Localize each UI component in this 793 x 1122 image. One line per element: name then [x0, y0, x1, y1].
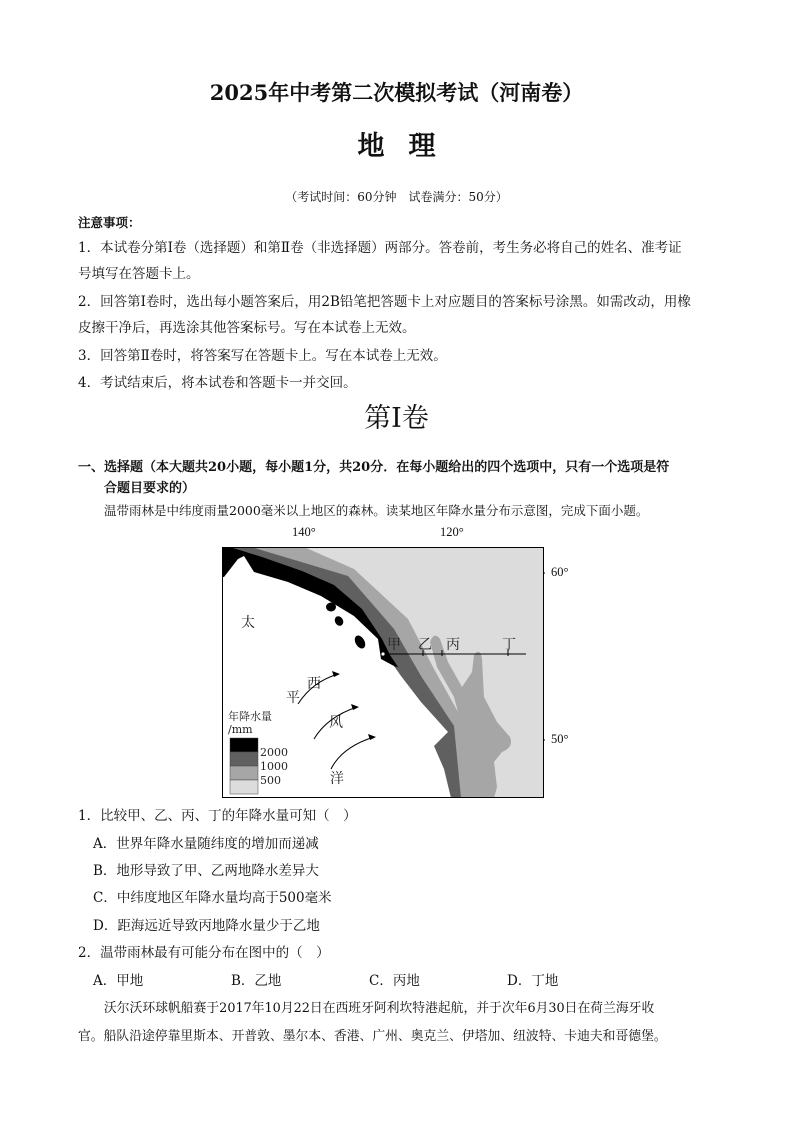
note-line: 2．回答第Ⅰ卷时，选出每小题答案后，用2B铅笔把答题卡上对应题目的答案标号涂黑。如需改动，用橡 [78, 294, 691, 310]
legend-title: 年降水量 [228, 710, 272, 723]
question-option: A．甲地 [93, 973, 144, 989]
note-line: 皮擦干净后，再选涂其他答案标号。写在本试卷上无效。 [78, 320, 416, 336]
place-jia: 甲 [387, 637, 401, 653]
question-option: C．丙地 [369, 973, 420, 989]
ocean-char: 洋 [330, 771, 344, 787]
lat-label: 50° [551, 732, 569, 746]
place-yi: 乙 [418, 637, 432, 653]
section-heading: 一、选择题（本大题共20小题，每小题1分，共20分．在每小题给出的四个选项中，只有一个选项是符 [78, 460, 670, 475]
volume-heading: 第Ⅰ卷 [364, 403, 429, 434]
section-heading-cont: 合题目要求的） [104, 481, 196, 496]
legend-swatch-500 [230, 766, 258, 780]
legend-value: 500 [260, 774, 281, 787]
section-intro: 温带雨林是中纬度雨量2000毫米以上地区的森林。读某地区年降水量分布示意图，完成下面小题。 [104, 503, 649, 518]
question-option: C．中纬度地区年降水量均高于500毫米 [93, 890, 332, 906]
note-line: 4．考试结束后，将本试卷和答题卡一并交回。 [78, 375, 357, 391]
question-option: D．丁地 [507, 973, 559, 989]
passage-line: 沃尔沃环球帆船赛于2017年10月22日在西班牙阿利坎特港起航，并于次年6月30日在荷兰海牙收 [104, 1001, 655, 1016]
legend-unit: /mm [228, 723, 253, 736]
question-stem: 1．比较甲、乙、丙、丁的年降水量可知（ ） [78, 808, 357, 824]
question-option: A．世界年降水量随纬度的增加而递减 [93, 836, 319, 852]
note-line: 3．回答第Ⅱ卷时，将答案写在答题卡上。写在本试卷上无效。 [78, 348, 447, 364]
wind-char: 西 [307, 676, 321, 692]
place-ding: 丁 [502, 637, 516, 653]
wind-char: 风 [329, 715, 343, 731]
precipitation-map [222, 547, 545, 799]
notes-heading: 注意事项： [78, 215, 141, 230]
subject-title: 地理 [357, 131, 460, 162]
ocean-char: 太 [241, 615, 255, 631]
ocean-char: 平 [286, 690, 300, 706]
question-stem: 2．温带雨林最有可能分布在图中的（ ） [78, 945, 330, 961]
legend-swatch-2000 [230, 738, 258, 752]
note-line: 1．本试卷分第Ⅰ卷（选择题）和第Ⅱ卷（非选择题）两部分。答卷前，考生务必将自己的姓名、准考证 [78, 240, 682, 256]
lon-label: 140° [292, 525, 316, 539]
place-bing: 丙 [446, 637, 460, 653]
passage-line: 官。船队沿途停靠里斯本、开普敦、墨尔本、香港、广州、奥克兰、伊塔加、纽波特、卡迪夫和哥德堡。 [78, 1029, 667, 1044]
exam-title: 2025年中考第二次模拟考试（河南卷） [209, 80, 584, 105]
exam-info: （考试时间：60分钟 试卷满分：50分） [285, 190, 508, 204]
lon-label: 120° [440, 525, 464, 539]
legend-swatch-low [230, 780, 258, 794]
legend-value: 2000 [260, 746, 288, 759]
question-option: D．距海远近导致丙地降水量少于乙地 [93, 918, 320, 934]
question-option: B．地形导致了甲、乙两地降水差异大 [93, 863, 319, 879]
question-option: B．乙地 [231, 973, 282, 989]
jia-point [381, 652, 385, 656]
note-line: 号填写在答题卡上。 [78, 266, 200, 282]
question-options-row [93, 972, 645, 990]
legend-value: 1000 [260, 760, 288, 773]
lat-label: 60° [551, 565, 569, 579]
legend-swatch-1000 [230, 752, 258, 766]
island [326, 603, 336, 612]
